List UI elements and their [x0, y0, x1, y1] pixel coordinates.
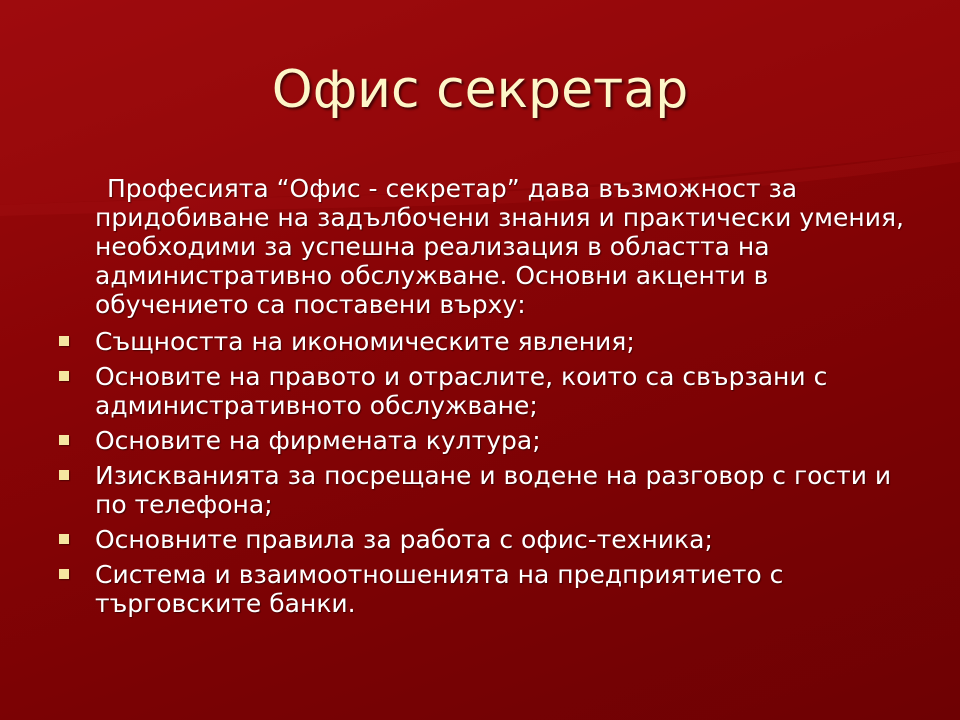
bullet-list: [55, 327, 905, 618]
list-item-text: Изискванията за посрещане и водене на разговор с гости и по телефона;: [95, 461, 892, 519]
square-bullet-icon: [59, 371, 69, 381]
list-item: [55, 461, 905, 519]
list-item-text: Основите на правото и отраслите, които са свързани с административното обслужване;: [95, 362, 828, 420]
list-item: [55, 560, 905, 618]
list-item: [55, 525, 905, 554]
square-bullet-icon: [59, 435, 69, 445]
intro-paragraph: Професията “Офис - секретар” дава възможност за придобиване на задълбочени знания и практически умения, необходими за успешна реализация в областта на административно обслужване. Основни акценти в обучението са поставени върху:: [95, 174, 904, 319]
square-bullet-icon: [59, 470, 69, 480]
list-item: [55, 327, 905, 356]
list-item-text: Основите на фирмената култура;: [95, 426, 541, 455]
list-item: [55, 362, 905, 420]
slide-title: Офис секретар: [271, 60, 689, 120]
square-bullet-icon: [59, 336, 69, 346]
square-bullet-icon: [59, 534, 69, 544]
list-item-text: Основните правила за работа с офис-техника;: [95, 525, 713, 554]
list-item-text: Същността на икономическите явления;: [95, 327, 635, 356]
slide-content: [55, 174, 905, 624]
list-item: [55, 426, 905, 455]
list-item-text: Система и взаимоотношенията на предприятието с търговските банки.: [95, 560, 784, 618]
square-bullet-icon: [59, 569, 69, 579]
